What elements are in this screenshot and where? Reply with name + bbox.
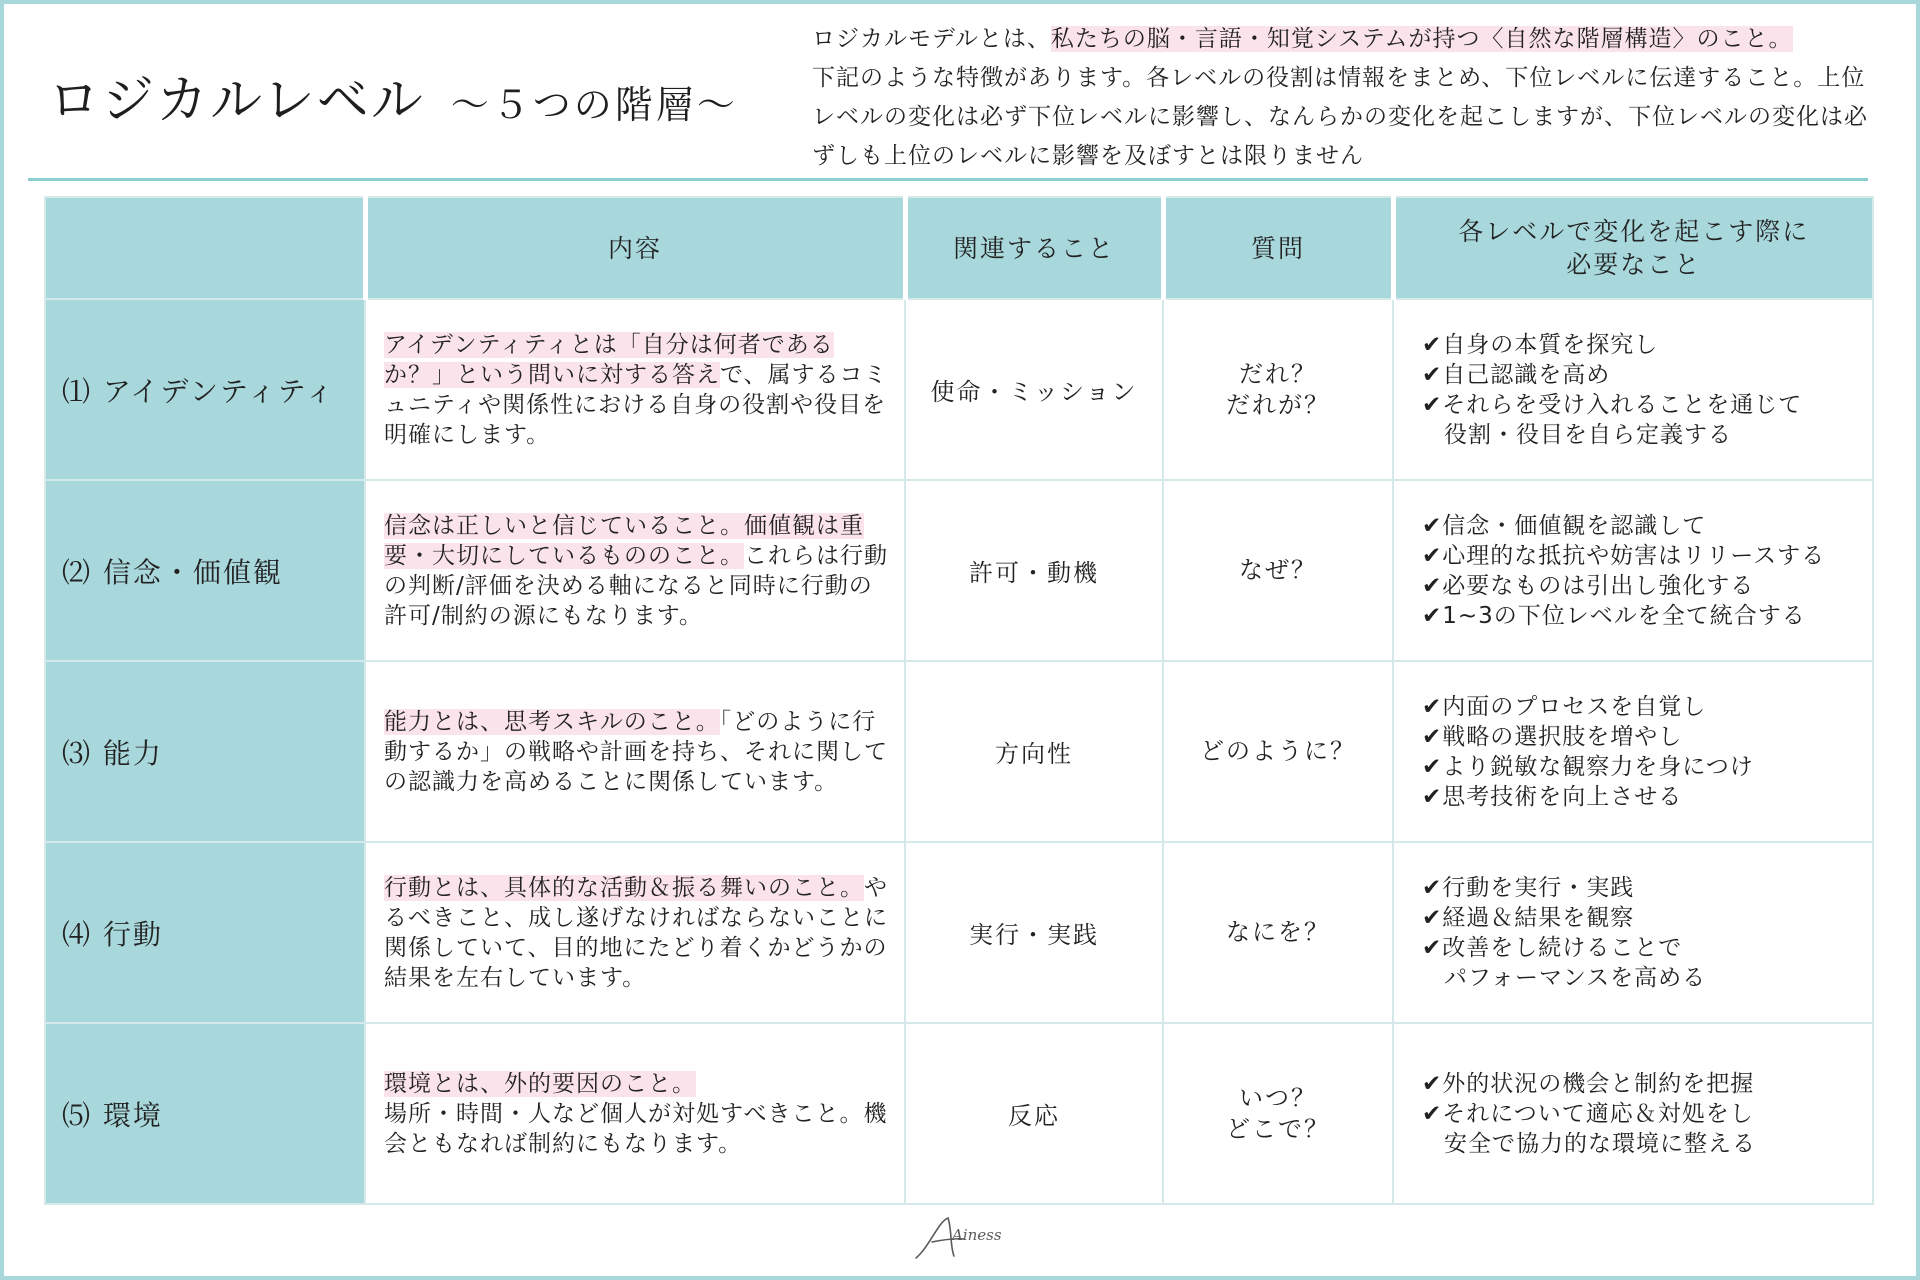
question-line: いつ？: [1239, 1083, 1317, 1112]
level-needs: [1393, 1023, 1873, 1204]
needs-item: 安全で協力的な環境に整える: [1444, 1130, 1756, 1157]
level-label: ⑴ アイデンティティ: [45, 299, 365, 480]
question-line: だれ？: [1239, 359, 1317, 388]
header-divider: [28, 178, 1868, 181]
level-needs: [1393, 661, 1873, 842]
description-highlight: 環境とは、外的要因のこと。: [384, 1070, 696, 1097]
level-question: [1163, 1023, 1393, 1204]
table-row: [45, 299, 1873, 480]
header-needs: [1393, 197, 1873, 299]
logical-levels-table: [44, 196, 1874, 1205]
needs-item: ✔自身の本質を探究し: [1422, 331, 1659, 358]
intro-paragraph: [812, 20, 1872, 176]
needs-item: ✔内面のプロセスを自覚し: [1422, 693, 1707, 720]
needs-item: ✔信念・価値観を認識して: [1422, 512, 1707, 539]
needs-item: ✔外的状況の機会と制約を把握: [1422, 1070, 1755, 1097]
level-description: [365, 842, 905, 1023]
table-row: [45, 1023, 1873, 1204]
description-highlight: 能力とは、思考スキルのこと。: [384, 708, 720, 735]
intro-body: 下記のような特徴があります。各レベルの役割は情報をまとめ、下位レベルに伝達すること。上位レベルの変化は必ず下位レベルに影響し、なんらかの変化を起こしますが、下位レベルの変化は必ずしも上位のレベルに影響を及ぼすとは限りません: [812, 65, 1868, 169]
page-title: [48, 58, 738, 133]
description-text: 「どのように行動するか」の戦略や計画を持ち、それに関しての認識力を高めることに関係しています。: [384, 708, 888, 795]
level-related: 方向性: [905, 661, 1163, 842]
level-related: 反応: [905, 1023, 1163, 1204]
question-line: なぜ？: [1239, 556, 1317, 584]
description-highlight: アイデンティティとは「自分は何者であるか？」という問いに対する答え: [384, 331, 834, 388]
needs-item: ✔それについて適応＆対処をし: [1422, 1100, 1754, 1127]
level-question: [1163, 299, 1393, 480]
table-row: [45, 842, 1873, 1023]
level-description: [365, 480, 905, 661]
needs-item: 役割・役目を自ら定義する: [1444, 421, 1732, 448]
description-highlight: 行動とは、具体的な活動＆振る舞いのこと。: [384, 874, 864, 901]
level-needs: [1393, 480, 1873, 661]
table-row: [45, 661, 1873, 842]
needs-item: ✔行動を実行・実践: [1422, 874, 1635, 901]
question-line: どのように？: [1200, 737, 1356, 765]
needs-item: ✔戦略の選択肢を増やし: [1422, 723, 1683, 750]
needs-item: ✔より鋭敏な観察力を身につけ: [1422, 753, 1754, 780]
level-label: ⑵ 信念・価値観: [45, 480, 365, 661]
level-needs: [1393, 842, 1873, 1023]
needs-item: ✔改善をし続けることで: [1422, 934, 1683, 961]
needs-item: ✔自己認識を高め: [1422, 361, 1611, 388]
description-text: これらは行動の判断/評価を決める軸になると同時に行動の許可/制約の源にもなります。: [384, 542, 888, 629]
needs-item: ✔それらを受け入れることを通じて: [1422, 391, 1803, 418]
header-related: 関連すること: [905, 197, 1163, 299]
description-text: で、属するコミュニティや関係性における自身の役割や役目を明確にします。: [384, 361, 888, 448]
needs-item: ✔必要なものは引出し強化する: [1422, 572, 1755, 599]
level-label: ⑶ 能力: [45, 661, 365, 842]
header-content: 内容: [365, 197, 905, 299]
description-text: 場所・時間・人など個人が対処すべきこと。機会ともなれば制約にもなります。: [384, 1100, 888, 1157]
header-needs-line1: 各レベルで変化を起こす際に: [1458, 217, 1810, 246]
needs-item: ✔経過＆結果を観察: [1422, 904, 1635, 931]
question-line: どこで？: [1226, 1114, 1330, 1143]
level-related: 実行・実践: [905, 842, 1163, 1023]
needs-item: ✔心理的な抵抗や妨害はリリースする: [1422, 542, 1826, 569]
level-question: [1163, 480, 1393, 661]
question-line: だれが？: [1226, 390, 1330, 419]
logo-text: Ainess: [952, 1226, 1002, 1244]
needs-item: ✔思考技術を向上させる: [1422, 783, 1683, 810]
level-question: [1163, 842, 1393, 1023]
level-description: [365, 299, 905, 480]
level-description: [365, 1023, 905, 1204]
description-highlight: 信念は正しいと信じていること。価値観は重要・大切にしているもののこと。: [384, 512, 864, 569]
title-main: ロジカルレベル: [48, 71, 425, 131]
level-description: [365, 661, 905, 842]
header-needs-line2: 必要なこと: [1566, 250, 1702, 279]
level-needs: [1393, 299, 1873, 480]
level-question: [1163, 661, 1393, 842]
needs-item: パフォーマンスを高める: [1444, 964, 1707, 991]
header-question: 質問: [1163, 197, 1393, 299]
title-subtitle: 〜５つの階層〜: [450, 83, 738, 127]
level-label: ⑷ 行動: [45, 842, 365, 1023]
level-label: ⑸ 環境: [45, 1023, 365, 1204]
table-header-row: [45, 197, 1873, 299]
table-row: [45, 480, 1873, 661]
question-line: なにを？: [1226, 918, 1330, 946]
level-related: 許可・動機: [905, 480, 1163, 661]
intro-highlight: 私たちの脳・言語・知覚システムが持つ〈自然な階層構造〉のこと。: [1050, 26, 1793, 52]
level-related: 使命・ミッション: [905, 299, 1163, 480]
description-text: やるべきこと、成し遂げなければならないことに関係していて、目的地にたどり着くかどうかの結果を左右しています。: [384, 874, 888, 991]
header-level: [45, 197, 365, 299]
intro-lead: ロジカルモデルとは、: [812, 26, 1051, 52]
ainess-logo: [908, 1212, 1012, 1268]
needs-item: ✔1~3の下位レベルを全て統合する: [1422, 602, 1806, 629]
